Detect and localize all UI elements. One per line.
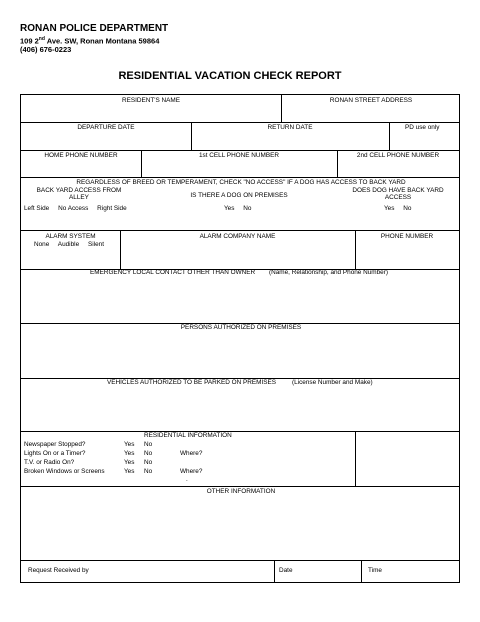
backyard-access-label: BACK YARD ACCESS FROM ALLEY xyxy=(36,187,122,202)
cell2-label: 2nd CELL PHONE NUMBER xyxy=(356,152,440,159)
home-phone-field[interactable] xyxy=(23,160,139,175)
backyard-access-options[interactable]: Left Side No Access Right Side xyxy=(24,205,127,212)
form-title: RESIDENTIAL VACATION CHECK REPORT xyxy=(118,70,342,82)
dog-access-note: REGARDLESS OF BREED OR TEMPERAMENT, CHECK "NO ACCESS" IF A DOG HAS ACCESS TO BACK YARD xyxy=(76,179,406,186)
departure-date-field[interactable] xyxy=(23,132,189,148)
vehicles-authorized-field[interactable] xyxy=(23,389,459,429)
alarm-phone-label: PHONE NUMBER xyxy=(380,233,434,240)
persons-authorized-field[interactable] xyxy=(23,334,459,376)
time-field[interactable] xyxy=(386,562,458,580)
dog-backyard-options[interactable]: Yes No xyxy=(384,205,412,212)
dog-premises-label: IS THERE A DOG ON PREMISES xyxy=(190,192,288,199)
residents-name-field[interactable] xyxy=(23,105,279,120)
date-field[interactable] xyxy=(296,562,359,580)
alarm-system-options[interactable]: None Audible Silent xyxy=(34,241,104,248)
cell1-label: 1st CELL PHONE NUMBER xyxy=(198,152,280,159)
alarm-system-label: ALARM SYSTEM xyxy=(45,233,96,240)
pd-notes-field[interactable] xyxy=(357,433,457,484)
received-by-label: Request Received by xyxy=(28,567,89,574)
department-address: 109 2nd Ave. SW, Ronan Montana 59864 xyxy=(20,36,160,46)
vacation-check-form: RESIDENT'S NAME RONAN STREET ADDRESS DEPARTURE DATE RETURN DATE PD use only HOME PHONE NUMBER 1st CELL PHONE NUMBER 2nd CELL PHONE NUMBER REGARDLESS OF BREED OR TEMPERAMENT, CHECK "NO ACCESS" IF A DOG HAS ACCESS TO BACK YARD BACK YARD ACCESS FROM ALLEY Left Side No Access Right Side IS THERE A DOG ON PREMISES Yes No DOES DOG HAVE BACK YARD ACCESS Yes No ALARM SYSTEM None Audible Silent ALARM COMPANY NAME PHONE NUMBER EMERGENCY LOCAL CONTACT OTHER THAN OWNER (Name, Relationship, and Phone Number) PERSONS AUTHORIZED ON PREMISES VEHICLES AUTHORIZED TO BE PARKED ON PREMISES (License Number and Make) RESIDENTIAL INFORMATION Newspaper Stopped? Yes No Lights On or a Timer? Yes No Where? T.V. or Radio On? Yes No Broken Windows or Screens Yes No Where? . OTHER INFORMATION Request Received by Date Time xyxy=(20,94,460,583)
date-label: Date xyxy=(279,567,293,574)
alarm-company-label: ALARM COMPANY NAME xyxy=(199,233,276,240)
info-yes[interactable]: Yes xyxy=(124,459,135,466)
emergency-contact-field[interactable] xyxy=(23,279,459,321)
departure-date-label: DEPARTURE DATE xyxy=(77,124,135,131)
cell2-field[interactable] xyxy=(339,160,457,175)
alarm-phone-field[interactable] xyxy=(357,242,457,267)
home-phone-label: HOME PHONE NUMBER xyxy=(44,152,118,159)
received-by-field[interactable] xyxy=(96,562,272,580)
info-yes[interactable]: Yes xyxy=(124,441,135,448)
info-no[interactable]: No xyxy=(144,450,153,457)
other-info-field[interactable] xyxy=(23,498,459,558)
time-label: Time xyxy=(368,567,382,574)
persons-authorized-label: PERSONS AUTHORIZED ON PREMISES xyxy=(180,324,302,331)
info-yes[interactable]: Yes xyxy=(124,450,135,457)
pd-use-label: PD use only xyxy=(405,124,440,131)
street-address-label: RONAN STREET ADDRESS xyxy=(329,97,413,104)
info-yes[interactable]: Yes xyxy=(124,468,135,475)
info-no[interactable]: No xyxy=(144,468,153,475)
stray-dot: . xyxy=(186,476,188,483)
vehicles-authorized-hint: (License Number and Make) xyxy=(292,379,373,386)
info-no[interactable]: No xyxy=(144,441,153,448)
street-address-field[interactable] xyxy=(283,105,457,120)
residents-name-label: RESIDENT'S NAME xyxy=(121,97,181,104)
return-date-field[interactable] xyxy=(193,132,387,148)
emergency-contact-label: EMERGENCY LOCAL CONTACT OTHER THAN OWNER xyxy=(90,269,256,276)
cell1-field[interactable] xyxy=(143,160,335,175)
info-no[interactable]: No xyxy=(144,459,153,466)
dog-premises-options[interactable]: Yes No xyxy=(224,205,252,212)
dog-backyard-label: DOES DOG HAVE BACK YARD ACCESS xyxy=(352,187,444,202)
department-name: RONAN POLICE DEPARTMENT xyxy=(20,23,169,34)
residential-info-label: RESIDENTIAL INFORMATION xyxy=(144,432,232,439)
return-date-label: RETURN DATE xyxy=(267,124,313,131)
emergency-contact-hint: (Name, Relationship, and Phone Number) xyxy=(269,269,388,276)
other-info-label: OTHER INFORMATION xyxy=(206,488,276,495)
alarm-company-field[interactable] xyxy=(122,242,353,267)
vehicles-authorized-label: VEHICLES AUTHORIZED TO BE PARKED ON PREMISES xyxy=(107,379,277,386)
department-phone: (406) 676-0223 xyxy=(20,45,72,54)
